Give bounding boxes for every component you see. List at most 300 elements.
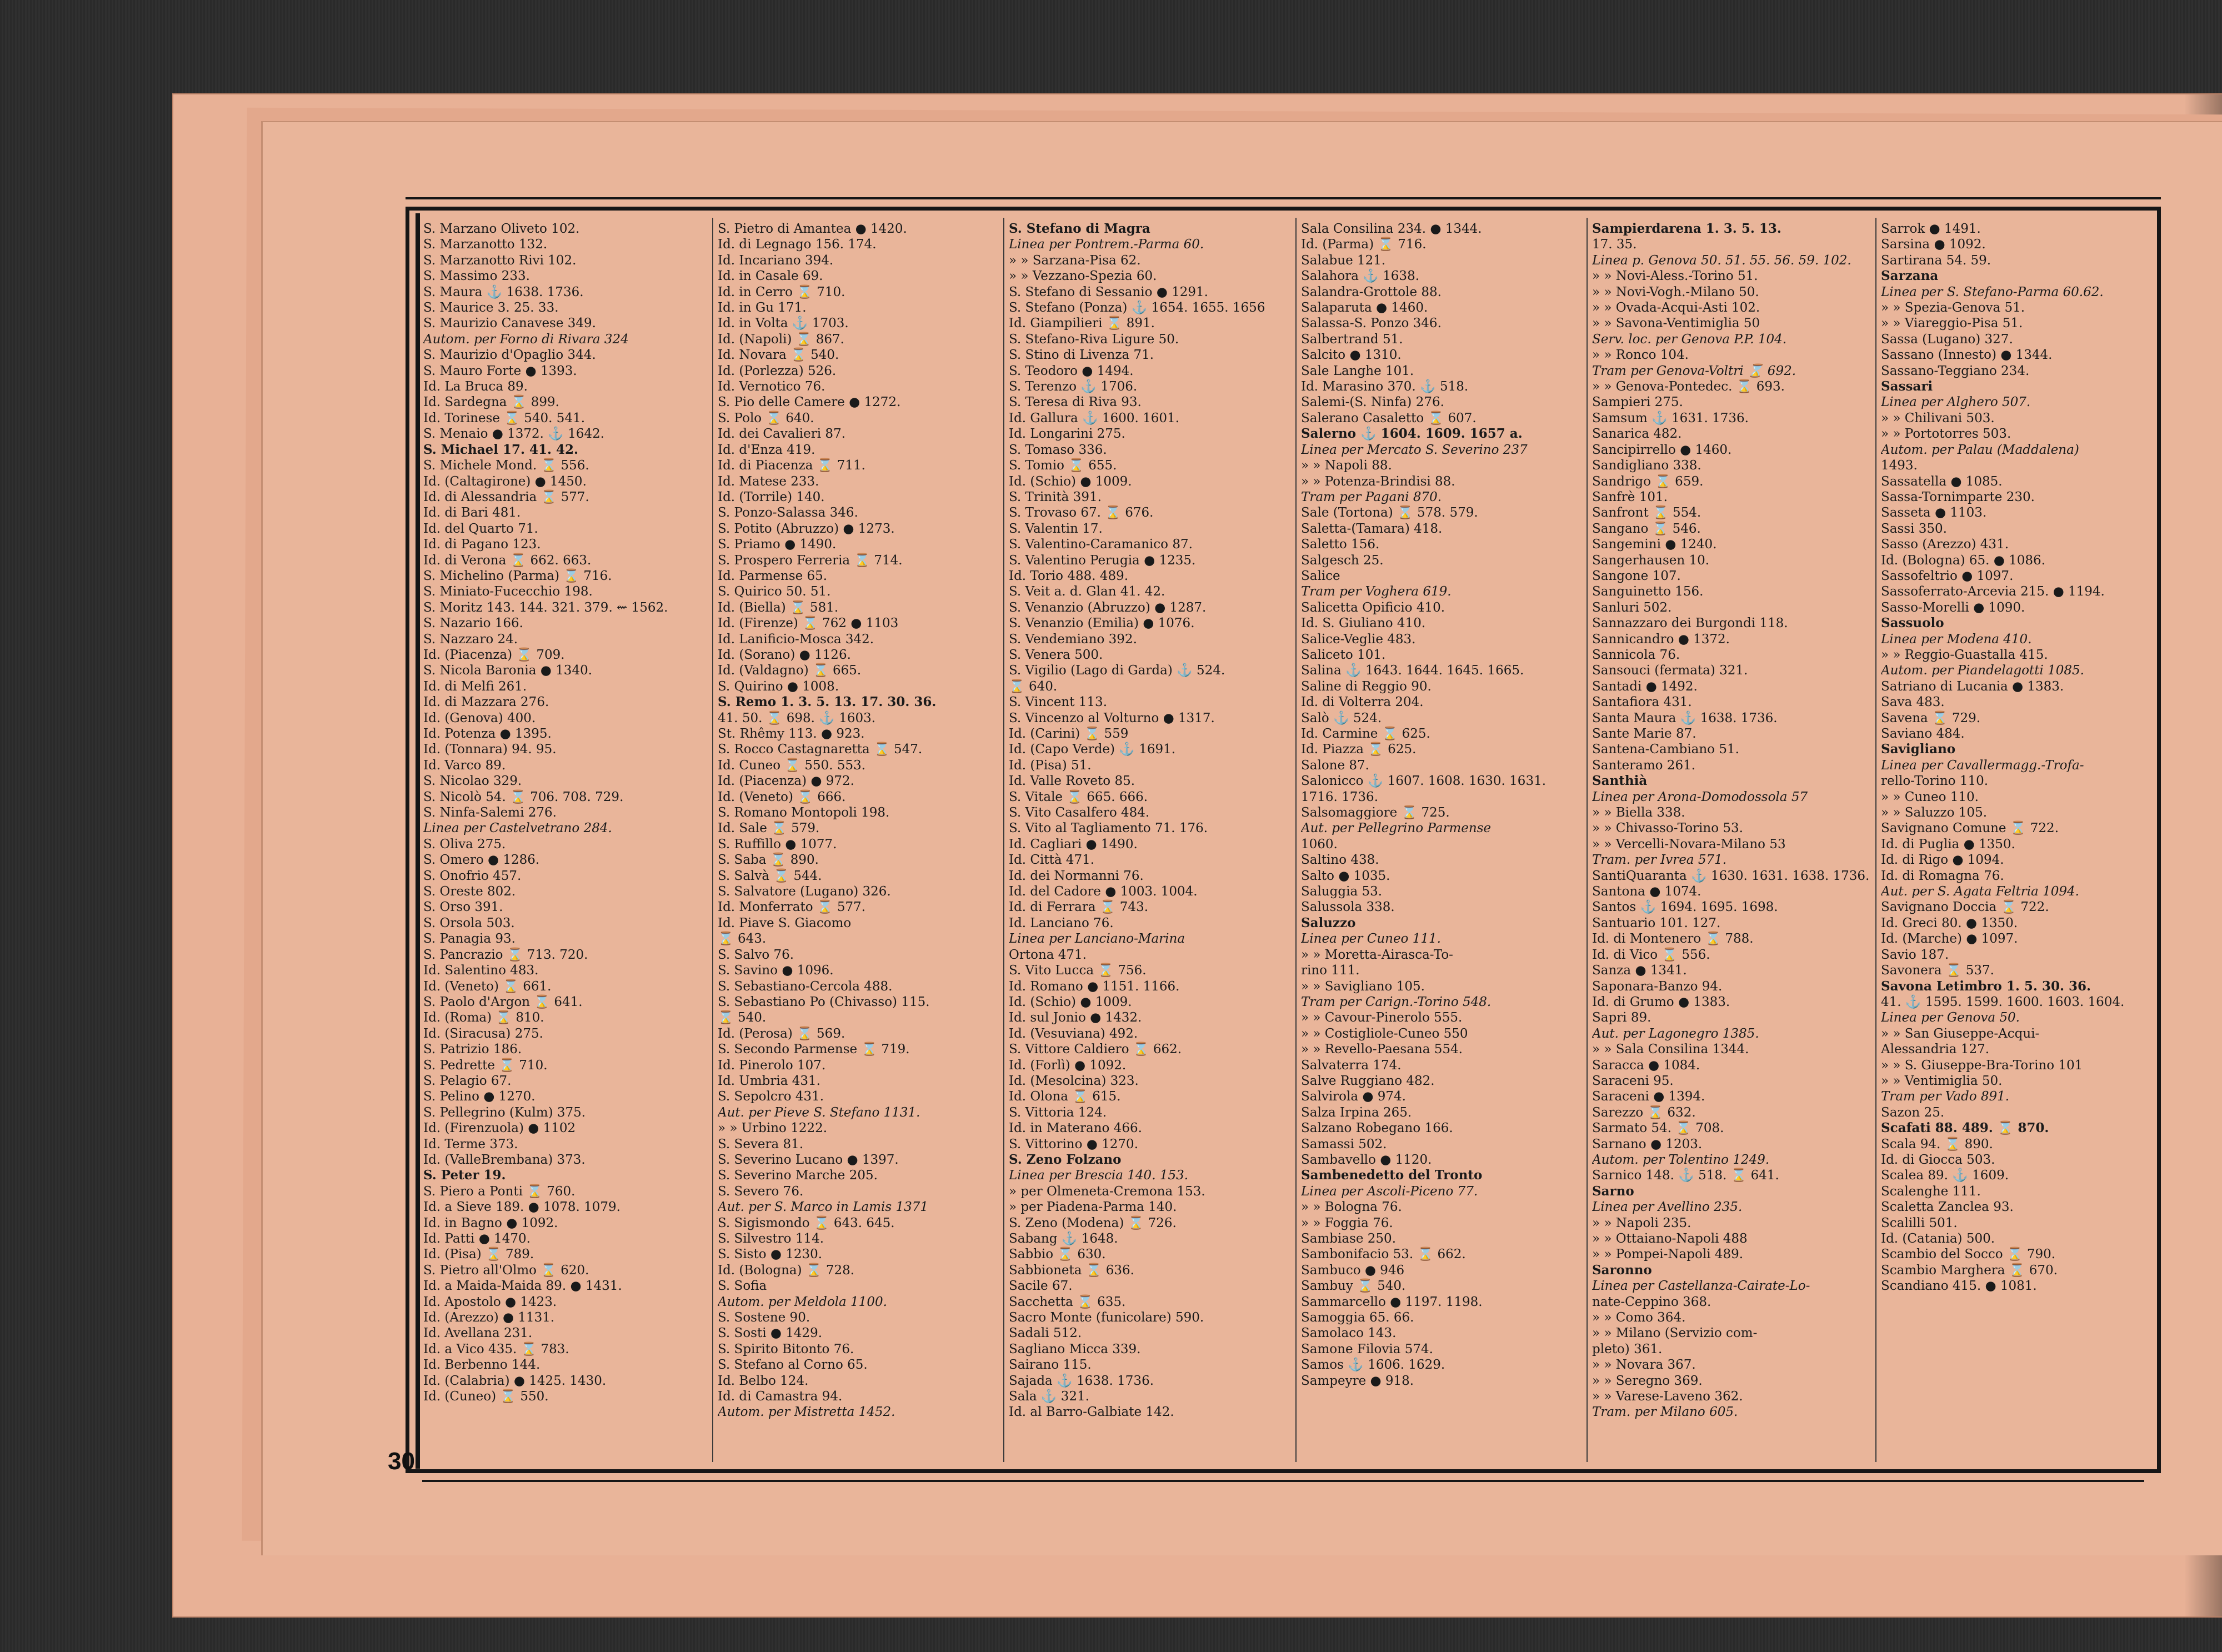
index-entry: Sassari: [1881, 379, 1933, 394]
index-entry: Scafati 88. 489. ⌛ 870.: [1881, 1120, 2049, 1136]
index-entry: S. Saba ⌛ 890.: [718, 853, 819, 868]
index-entry: Sampeyre ● 918.: [1301, 1373, 1414, 1388]
index-entry: S. Michael 17. 41. 42.: [423, 442, 579, 457]
index-entry: Id. (Perosa) ⌛ 569.: [718, 1026, 845, 1041]
index-entry: Sale Langhe 101.: [1301, 363, 1414, 378]
index-entry: » » Varese-Laveno 362.: [1592, 1389, 1743, 1404]
index-entry: Id. (Pisa) ⌛ 789.: [423, 1247, 534, 1262]
index-entry: Salabue 121.: [1301, 253, 1386, 268]
index-entry: pleto) 361.: [1592, 1341, 1663, 1356]
index-entry: 41. 50. ⌛ 698. ⚓ 1603.: [718, 710, 876, 725]
index-entry: S. Salvo 76.: [718, 947, 794, 962]
index-entry: Sassi 350.: [1881, 521, 1947, 536]
index-entry: Id. di Puglia ● 1350.: [1881, 837, 2015, 852]
index-entry: S. Tomaso 336.: [1009, 442, 1107, 457]
index-entry: rello-Torino 110.: [1881, 774, 1989, 789]
index-entry: Serv. loc. per Genova P.P. 104.: [1592, 332, 1787, 347]
index-entry: Linea per Genova 50.: [1881, 1010, 2020, 1025]
index-entry: Id. di Pagano 123.: [423, 537, 541, 552]
index-entry: Savio 187.: [1881, 947, 1949, 962]
index-entry: Sambuy ⌛ 540.: [1301, 1279, 1406, 1294]
index-entry: » » Vezzano-Spezia 60.: [1009, 269, 1157, 284]
index-entry: Sazon 25.: [1881, 1105, 1945, 1120]
index-entry: S. Rocco Castagnaretta ⌛ 547.: [718, 742, 923, 757]
index-entry: Sacile 67.: [1009, 1279, 1073, 1294]
index-entry: Id. di Alessandria ⌛ 577.: [423, 489, 589, 504]
index-entry: Id. (Veneto) ⌛ 661.: [423, 979, 552, 994]
index-entry: Sannicola 76.: [1592, 647, 1680, 662]
index-entry: » » San Giuseppe-Acqui-: [1881, 1026, 2040, 1041]
index-entry: S. Michele Mond. ⌛ 556.: [423, 458, 589, 473]
index-entry: » » Cuneo 110.: [1881, 789, 1979, 804]
index-entry: Scalilli 501.: [1881, 1215, 1958, 1230]
index-entry: S. Onofrio 457.: [423, 868, 522, 883]
index-entry: Sarezzo ⌛ 632.: [1592, 1105, 1696, 1120]
index-entry: Santhià: [1592, 773, 1648, 789]
index-entry: Id. Berbenno 144.: [423, 1358, 541, 1373]
index-entry: St. Rhêmy 113. ● 923.: [718, 727, 865, 741]
index-entry: Sale (Tortona) ⌛ 578. 579.: [1301, 505, 1478, 520]
index-entry: Id. a Sieve 189. ● 1078. 1079.: [423, 1200, 620, 1215]
index-entry: Linea per Lanciano-Marina: [1009, 932, 1185, 947]
index-entry: Id. di Ferrara ⌛ 743.: [1009, 900, 1149, 915]
index-entry: Id. Lanificio-Mosca 342.: [718, 632, 874, 647]
index-entry: Sambuco ● 946: [1301, 1263, 1405, 1278]
index-entry: Id. Novara ⌛ 540.: [718, 348, 839, 363]
index-entry: Salerno ⚓ 1604. 1609. 1657 a.: [1301, 426, 1523, 442]
index-entry: Sambenedetto del Tronto: [1301, 1168, 1483, 1183]
index-entry: Saline di Reggio 90.: [1301, 679, 1432, 694]
index-entry: Id. (Carini) ⌛ 559: [1009, 727, 1129, 741]
index-entry: Samos ⚓ 1606. 1629.: [1301, 1358, 1445, 1373]
index-entry: S. Pedrette ⌛ 710.: [423, 1058, 548, 1073]
index-entry: S. Prospero Ferreria ⌛ 714.: [718, 553, 903, 568]
index-entry: Sartirana 54. 59.: [1881, 253, 1991, 268]
index-entry: Linea per Cavallermagg.-Trofa-: [1881, 758, 2084, 773]
index-entry: Linea per Avellino 235.: [1592, 1200, 1743, 1215]
index-entry: Salvirola ● 974.: [1301, 1089, 1406, 1104]
index-entry: S. Mauro Forte ● 1393.: [423, 363, 577, 378]
index-entry: 1493.: [1881, 458, 1918, 473]
index-entry: Sajada ⚓ 1638. 1736.: [1009, 1373, 1154, 1388]
index-entry: Aut. per S. Marco in Lamis 1371: [718, 1200, 929, 1215]
index-entry: Id. (Roma) ⌛ 810.: [423, 1010, 544, 1025]
index-entry: Id. in Casale 69.: [718, 269, 823, 284]
index-entry: Sanarica 482.: [1592, 427, 1682, 442]
index-entry: S. Stino di Livenza 71.: [1009, 348, 1154, 363]
index-entry: Id. di Grumo ● 1383.: [1592, 994, 1730, 1009]
index-entry: » » S. Giuseppe-Bra-Torino 101: [1881, 1058, 2083, 1073]
index-entry: Id. (ValleBrembana) 373.: [423, 1152, 585, 1167]
index-entry: S. Spirito Bitonto 76.: [718, 1341, 854, 1356]
index-entry: Id. Patti ● 1470.: [423, 1232, 531, 1246]
index-entry: Linea per Arona-Domodossola 57: [1592, 789, 1808, 804]
index-entry: Scandiano 415. ● 1081.: [1881, 1279, 2037, 1294]
index-entry: » » Genova-Pontedec. ⌛ 693.: [1592, 379, 1785, 394]
index-entry: Id. Torio 488. 489.: [1009, 568, 1129, 583]
index-entry: Sagliano Micca 339.: [1009, 1341, 1141, 1356]
index-entry: S. Quirino ● 1008.: [718, 679, 839, 694]
index-entry: Id. Greci 80. ● 1350.: [1881, 915, 2018, 930]
index-entry: S. Pancrazio ⌛ 713. 720.: [423, 947, 588, 962]
index-entry: S. Venera 500.: [1009, 647, 1103, 662]
index-entry: 41. ⚓ 1595. 1599. 1600. 1603. 1604.: [1881, 994, 2125, 1009]
index-entry: Sanluri 502.: [1592, 600, 1672, 615]
index-entry: Id. in Materano 466.: [1009, 1121, 1142, 1136]
index-entry: Salassa-S. Ponzo 346.: [1301, 316, 1442, 331]
index-entry: Id. al Barro-Galbiate 142.: [1009, 1405, 1174, 1420]
index-entry: 1716. 1736.: [1301, 789, 1378, 804]
index-entry: Salina ⚓ 1643. 1644. 1645. 1665.: [1301, 663, 1524, 678]
index-entry: S. Ruffillo ● 1077.: [718, 837, 837, 852]
index-entry: Salgesch 25.: [1301, 553, 1384, 568]
index-entry: » » Napoli 88.: [1301, 458, 1392, 473]
index-entry: Id. (Pisa) 51.: [1009, 758, 1092, 773]
index-entry: S. Sosti ● 1429.: [718, 1326, 823, 1341]
index-entry: Id. (Schio) ● 1009.: [1009, 994, 1132, 1009]
index-entry: Sairano 115.: [1009, 1358, 1092, 1373]
index-entry: Id. Potenza ● 1395.: [423, 727, 552, 741]
index-entry: Id. (Calabria) ● 1425. 1430.: [423, 1373, 607, 1388]
index-entry: » » Novi-Vogh.-Milano 50.: [1592, 284, 1759, 299]
index-entry: S. Stefano di Sessanio ● 1291.: [1009, 284, 1208, 299]
index-entry: S. Maura ⚓ 1638. 1736.: [423, 284, 584, 299]
index-entry: S. Vito Casalfero 484.: [1009, 805, 1150, 820]
index-entry: Autom. per Palau (Maddalena): [1881, 442, 2079, 457]
index-entry: Salaparuta ● 1460.: [1301, 301, 1428, 316]
index-entry: Salsomaggiore ⌛ 725.: [1301, 805, 1450, 820]
index-column-5: [1592, 221, 1871, 1454]
index-entry: Sala Consilina 234. ● 1344.: [1301, 222, 1482, 236]
index-entry: Id. (Tonnara) 94. 95.: [423, 742, 557, 757]
index-entry: S. Sisto ● 1230.: [718, 1247, 823, 1262]
index-entry: S. Nazzaro 24.: [423, 632, 518, 647]
index-entry: » » Ovada-Acqui-Asti 102.: [1592, 301, 1760, 316]
index-entry: » » Pompei-Napoli 489.: [1592, 1247, 1744, 1262]
index-entry: Id. sul Jonio ● 1432.: [1009, 1010, 1142, 1025]
index-entry: S. Quirico 50. 51.: [718, 584, 831, 599]
index-entry: Id. (Marche) ● 1097.: [1881, 932, 2018, 947]
index-entry: Sante Marie 87.: [1592, 727, 1696, 741]
index-entry: Salbertrand 51.: [1301, 332, 1403, 347]
index-entry: Autom. per Tolentino 1249.: [1592, 1152, 1770, 1167]
index-entry: Sabbio ⌛ 630.: [1009, 1247, 1106, 1262]
index-entry: Id. Sardegna ⌛ 899.: [423, 395, 559, 410]
index-entry: S. Vendemiano 392.: [1009, 632, 1137, 647]
index-entry: Id. di Camastra 94.: [718, 1389, 843, 1404]
index-entry: S. Potito (Abruzzo) ● 1273.: [718, 521, 895, 536]
index-entry: Salto ● 1035.: [1301, 868, 1390, 883]
index-entry: S. Sofia: [718, 1279, 767, 1294]
index-entry: Id. (Firenze) ⌛ 762 ● 1103: [718, 616, 899, 631]
index-entry: Id. di Piacenza ⌛ 711.: [718, 458, 865, 473]
index-entry: Sannazzaro dei Burgondi 118.: [1592, 616, 1788, 631]
index-column-1: [423, 221, 702, 1454]
index-entry: S. Oreste 802.: [423, 884, 516, 899]
index-column-2: [718, 221, 997, 1454]
index-entry: Salone 87.: [1301, 758, 1369, 773]
index-entry: Salahora ⚓ 1638.: [1301, 269, 1420, 284]
index-entry: Salve Ruggiano 482.: [1301, 1073, 1435, 1088]
index-entry: » » Saluzzo 105.: [1881, 805, 1988, 820]
index-entry: Saraceni ● 1394.: [1592, 1089, 1705, 1104]
index-entry: S. Trovaso 67. ⌛ 676.: [1009, 505, 1154, 520]
index-entry: S. Nicolò 54. ⌛ 706. 708. 729.: [423, 789, 624, 804]
index-entry: S. Patrizio 186.: [423, 1042, 522, 1057]
index-entry: Ortona 471.: [1009, 947, 1087, 962]
index-entry: Savignano Comune ⌛ 722.: [1881, 821, 2059, 836]
index-entry: Id. Carmine ⌛ 625.: [1301, 727, 1430, 741]
index-entry: Sala ⚓ 321.: [1009, 1389, 1090, 1404]
index-entry: » » Vercelli-Novara-Milano 53: [1592, 837, 1786, 852]
index-column-4: [1301, 221, 1580, 1454]
index-entry: Id. (Piacenza) ⌛ 709.: [423, 647, 565, 662]
index-entry: » » Sala Consilina 1344.: [1592, 1042, 1749, 1057]
column-divider: [1295, 218, 1297, 1462]
index-entry: Linea per Cuneo 111.: [1301, 932, 1441, 947]
index-entry: S. Sepolcro 431.: [718, 1089, 824, 1104]
index-entry: Sassuolo: [1881, 615, 1944, 631]
index-entry: S. Trinità 391.: [1009, 489, 1102, 504]
index-entry: Saronno: [1592, 1262, 1652, 1278]
index-entry: Sanza ● 1341.: [1592, 963, 1687, 978]
index-entry: Aut. per Pellegrino Parmense: [1301, 821, 1492, 836]
index-entry: Id. del Quarto 71.: [423, 521, 538, 536]
index-entry: » » Sarzana-Pisa 62.: [1009, 253, 1141, 268]
index-entry: S. Nicola Baronia ● 1340.: [423, 663, 593, 678]
index-entry: Sasso-Morelli ● 1090.: [1881, 600, 2025, 615]
index-entry: Id. Avellana 231.: [423, 1326, 533, 1341]
index-entry: S. Sostene 90.: [718, 1310, 810, 1325]
index-entry: Scalea 89. ⚓ 1609.: [1881, 1168, 2009, 1183]
index-entry: Id. Cuneo ⌛ 550. 553.: [718, 758, 866, 773]
index-entry: S. Vittoria 124.: [1009, 1105, 1107, 1120]
index-entry: Santadi ● 1492.: [1592, 679, 1698, 694]
index-entry: Id. di Giocca 503.: [1881, 1152, 1995, 1167]
index-entry: Saluzzo: [1301, 915, 1356, 930]
index-entry: Id. La Bruca 89.: [423, 379, 528, 394]
index-entry: Id. (Bologna) 65. ● 1086.: [1881, 553, 2046, 568]
index-entry: Id. Salentino 483.: [423, 963, 539, 978]
index-entry: Tram per Vado 891.: [1881, 1089, 2010, 1104]
index-entry: Santos ⚓ 1694. 1695. 1698.: [1592, 900, 1778, 915]
index-entry: Id. di Rigo ● 1094.: [1881, 853, 2004, 868]
index-entry: » » Chivasso-Torino 53.: [1592, 821, 1743, 836]
index-entry: Sampieri 275.: [1592, 395, 1683, 410]
index-entry: Id. (Caltagirone) ● 1450.: [423, 474, 587, 489]
index-entry: Santena-Cambiano 51.: [1592, 742, 1739, 757]
index-entry: Alessandria 127.: [1881, 1042, 1990, 1057]
index-entry: Sassa-Tornimparte 230.: [1881, 489, 2035, 504]
index-entry: S. Vincenzo al Volturno ● 1317.: [1009, 710, 1215, 725]
index-entry: » » Potenza-Brindisi 88.: [1301, 474, 1455, 489]
index-entry: S. Vittorino ● 1270.: [1009, 1137, 1138, 1152]
index-entry: S. Stefano al Corno 65.: [718, 1358, 868, 1373]
index-entry: Salussola 338.: [1301, 900, 1395, 915]
index-entry: S. Salvatore (Lugano) 326.: [718, 884, 891, 899]
index-entry: Id. Incariano 394.: [718, 253, 834, 268]
index-entry: Sandigliano 338.: [1592, 458, 1701, 473]
index-entry: Id. (Parma) ⌛ 716.: [1301, 237, 1427, 252]
index-entry: Tram per Voghera 619.: [1301, 584, 1452, 599]
index-entry: Id. Marasino 370. ⚓ 518.: [1301, 379, 1469, 394]
index-entry: Sabbioneta ⌛ 636.: [1009, 1263, 1134, 1278]
column-divider: [1587, 218, 1588, 1462]
index-entry: Sangone 107.: [1592, 568, 1681, 583]
index-entry: Id. (Forlì) ● 1092.: [1009, 1058, 1127, 1073]
index-entry: Tram per Pagani 870.: [1301, 489, 1442, 504]
index-entry: Id. di Volterra 204.: [1301, 695, 1424, 710]
index-entry: Id. in Cerro ⌛ 710.: [718, 284, 845, 299]
index-entry: Linea per Castelvetrano 284.: [423, 821, 612, 836]
index-entry: Autom. per Piandelagotti 1085.: [1881, 663, 2084, 678]
index-entry: S. Savino ● 1096.: [718, 963, 834, 978]
index-entry: Autom. per Forno di Rivara 324: [423, 332, 629, 347]
index-entry: S. Tomio ⌛ 655.: [1009, 458, 1117, 473]
index-entry: S. Ninfa-Salemi 276.: [423, 805, 557, 820]
index-entry: S. Vito al Tagliamento 71. 176.: [1009, 821, 1208, 836]
index-entry: Scalenghe 111.: [1881, 1184, 1981, 1199]
index-entry: Id. di Verona ⌛ 662. 663.: [423, 553, 592, 568]
index-entry: Id. Cagliari ● 1490.: [1009, 837, 1138, 852]
column-divider: [1003, 218, 1004, 1462]
index-entry: Sangerhausen 10.: [1592, 553, 1710, 568]
index-entry: Samone Filovia 574.: [1301, 1341, 1433, 1356]
index-entry: S. Michelino (Parma) ⌛ 716.: [423, 568, 612, 583]
index-entry: Id. (Schio) ● 1009.: [1009, 474, 1132, 489]
index-entry: Id. di Mazzara 276.: [423, 695, 549, 710]
index-entry: S. Severino Lucano ● 1397.: [718, 1152, 899, 1167]
index-entry: S. Teresa di Riva 93.: [1009, 395, 1142, 410]
index-entry: Id. Vernotico 76.: [718, 379, 825, 394]
index-entry: » » Savigliano 105.: [1301, 979, 1425, 994]
index-entry: Id. (Veneto) ⌛ 666.: [718, 789, 846, 804]
index-entry: ⌛ 643.: [718, 932, 767, 947]
index-entry: Santafiora 431.: [1592, 695, 1692, 710]
index-entry: S. Pellegrino (Kulm) 375.: [423, 1105, 586, 1120]
index-entry: » » Viareggio-Pisa 51.: [1881, 316, 2023, 331]
index-entry: Saviano 484.: [1881, 727, 1965, 741]
index-entry: » » Seregno 369.: [1592, 1373, 1703, 1388]
index-entry: Id. Parmense 65.: [718, 568, 828, 583]
index-entry: S. Menaio ● 1372. ⚓ 1642.: [423, 427, 605, 442]
index-entry: Id. di Montenero ⌛ 788.: [1592, 932, 1754, 947]
index-entry: Id. (Bologna) ⌛ 728.: [718, 1263, 855, 1278]
index-entry: Sanguinetto 156.: [1592, 584, 1704, 599]
index-entry: nate-Ceppino 368.: [1592, 1294, 1711, 1309]
index-entry: » » Chilivani 503.: [1881, 411, 1995, 425]
index-entry: Aut. per Pieve S. Stefano 1131.: [718, 1105, 920, 1120]
index-entry: S. Maurizio d'Opaglio 344.: [423, 348, 596, 363]
index-entry: SantiQuaranta ⚓ 1630. 1631. 1638. 1736.: [1592, 868, 1870, 883]
index-entry: » » Ronco 104.: [1592, 348, 1689, 363]
index-entry: Santa Maura ⚓ 1638. 1736.: [1592, 710, 1778, 725]
index-entry: Id. (Napoli) ⌛ 867.: [718, 332, 844, 347]
left-margin-bar: [416, 213, 420, 1469]
index-entry: Tram per Carign.-Torino 548.: [1301, 994, 1492, 1009]
index-entry: S. Peter 19.: [423, 1168, 506, 1183]
index-entry: S. Remo 1. 3. 5. 13. 17. 30. 36.: [718, 694, 937, 710]
index-entry: Id. Olona ⌛ 615.: [1009, 1089, 1121, 1104]
index-entry: S. Priamo ● 1490.: [718, 537, 837, 552]
index-entry: Sandrigo ⌛ 659.: [1592, 474, 1704, 489]
index-entry: Samsum ⚓ 1631. 1736.: [1592, 411, 1749, 425]
index-entry: S. Severa 81.: [718, 1137, 804, 1152]
index-entry: Tram per Genova-Voltri ⌛ 692.: [1592, 363, 1796, 378]
index-entry: Autom. per Mistretta 1452.: [718, 1405, 895, 1420]
index-entry: S. Sigismondo ⌛ 643. 645.: [718, 1215, 895, 1230]
index-entry: Id. (Vesuviana) 492.: [1009, 1026, 1138, 1041]
index-entry: S. Vigilio (Lago di Garda) ⚓ 524.: [1009, 663, 1225, 678]
index-entry: S. Stefano-Riva Ligure 50.: [1009, 332, 1179, 347]
index-entry: S. Vitale ⌛ 665. 666.: [1009, 789, 1148, 804]
index-entry: Salzano Robegano 166.: [1301, 1121, 1453, 1136]
page-number: 30: [388, 1448, 415, 1475]
index-entry: Scaletta Zanclea 93.: [1881, 1200, 2014, 1215]
index-entry: Id. di Legnago 156. 174.: [718, 237, 877, 252]
index-entry: ⌛ 640.: [1009, 679, 1058, 694]
index-entry: Sassano (Innesto) ● 1344.: [1881, 348, 2053, 363]
index-entry: Id. Torinese ⌛ 540. 541.: [423, 411, 585, 425]
index-entry: Id. (Piacenza) ● 972.: [718, 774, 854, 789]
index-entry: S. Vito Lucca ⌛ 756.: [1009, 963, 1147, 978]
index-entry: Savonera ⌛ 537.: [1881, 963, 1994, 978]
index-entry: Id. (Genova) 400.: [423, 710, 536, 725]
index-entry: S. Marzanotto Rivi 102.: [423, 253, 577, 268]
index-entry: Sassa (Lugano) 327.: [1881, 332, 2013, 347]
index-entry: Sarsina ● 1092.: [1881, 237, 1986, 252]
column-divider: [712, 218, 713, 1462]
index-entry: Id. (Firenzuola) ● 1102: [423, 1121, 576, 1136]
index-entry: Sacchetta ⌛ 635.: [1009, 1294, 1126, 1309]
index-entry: Id. (Siracusa) 275.: [423, 1026, 543, 1041]
index-entry: » » Ottaiano-Napoli 488: [1592, 1232, 1748, 1246]
index-entry: Salza Irpina 265.: [1301, 1105, 1412, 1120]
index-entry: Salerano Casaletto ⌛ 607.: [1301, 411, 1477, 425]
index-entry: Id. Giampilieri ⌛ 891.: [1009, 316, 1155, 331]
index-entry: Id. Pinerolo 107.: [718, 1058, 826, 1073]
index-entry: Samolaco 143.: [1301, 1326, 1397, 1341]
index-entry: S. Paolo d'Argon ⌛ 641.: [423, 994, 583, 1009]
index-entry: Sambiase 250.: [1301, 1232, 1397, 1246]
index-entry: S. Orso 391.: [423, 900, 503, 915]
index-entry: Sarnano ● 1203.: [1592, 1137, 1703, 1152]
index-entry: S. Severo 76.: [718, 1184, 804, 1199]
index-entry: S. Venanzio (Abruzzo) ● 1287.: [1009, 600, 1207, 615]
index-entry: Salice: [1301, 568, 1340, 583]
index-entry: S. Vincent 113.: [1009, 695, 1108, 710]
index-entry: Salvaterra 174.: [1301, 1058, 1402, 1073]
index-entry: » » Revello-Paesana 554.: [1301, 1042, 1463, 1057]
index-entry: S. Marzano Oliveto 102.: [423, 222, 580, 236]
index-entry: Id. di Bari 481.: [423, 505, 521, 520]
index-entry: Id. dei Cavalieri 87.: [718, 427, 846, 442]
index-entry: Sarnico 148. ⚓ 518. ⌛ 641.: [1592, 1168, 1779, 1183]
index-entry: Id. Lanciano 76.: [1009, 915, 1114, 930]
index-entry: Linea per Alghero 507.: [1881, 395, 2031, 410]
index-entry: Id. (Mesolcina) 323.: [1009, 1073, 1139, 1088]
index-entry: » » Urbino 1222.: [718, 1121, 828, 1136]
index-entry: Scala 94. ⌛ 890.: [1881, 1137, 1993, 1152]
index-entry: Id. Terme 373.: [423, 1137, 518, 1152]
index-entry: » per Piadena-Parma 140.: [1009, 1200, 1177, 1215]
index-entry: Autom. per Meldola 1100.: [718, 1294, 887, 1309]
index-entry: » per Olmeneta-Cremona 153.: [1009, 1184, 1205, 1199]
index-entry: S. Sebastiano-Cercola 488.: [718, 979, 893, 994]
index-entry: Linea per Pontrem.-Parma 60.: [1009, 237, 1204, 252]
index-entry: S. Sebastiano Po (Chivasso) 115.: [718, 994, 930, 1009]
index-column-6: [1881, 221, 2148, 1454]
